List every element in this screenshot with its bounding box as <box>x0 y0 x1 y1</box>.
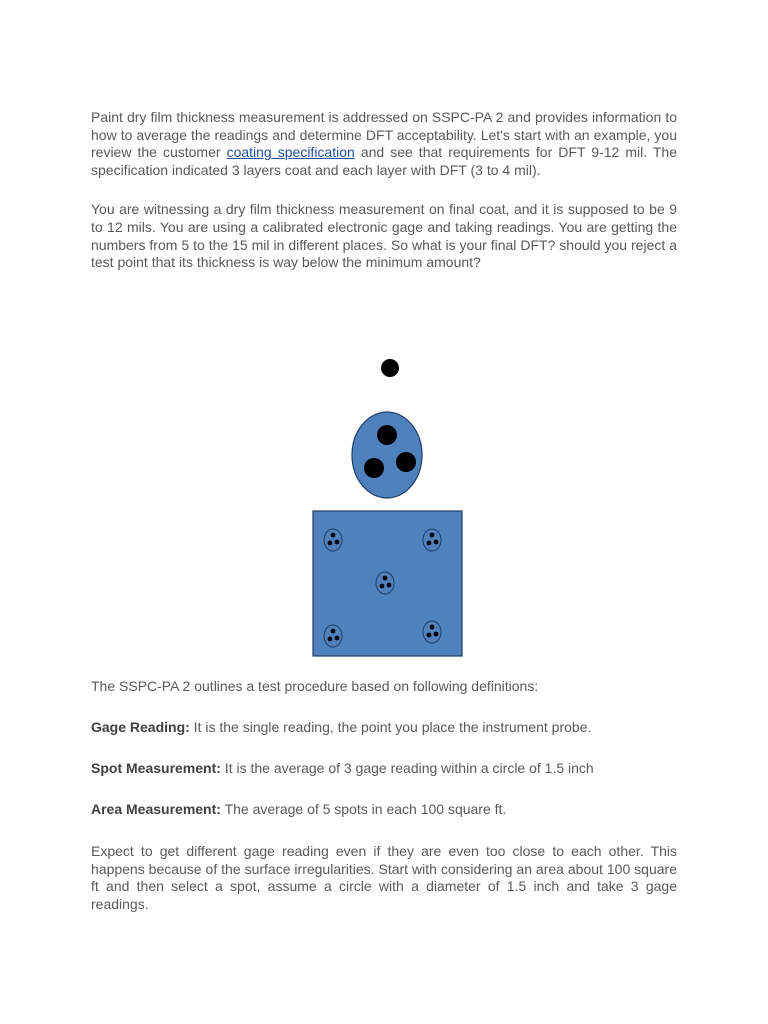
spot-reading-dot <box>364 458 384 478</box>
paragraph-intro-text-1: Paint dry film thickness measurement is addressed on SSPC-PA 2 and provides information to how to average the readings and determine DFT acceptability. Let's start with an example, you review the customer <box>91 109 677 161</box>
area-spot-top-right <box>423 529 441 551</box>
definition-term: Gage Reading: <box>91 719 190 735</box>
spot-reading-dot <box>396 452 416 472</box>
paragraph-closing: Expect to get different gage reading even if they are even too close to each other. This happens because of the surface irregularities. Start with considering an area about 100 square ft and then select a spot, assume a circle with a diameter of 1.5 inch and take 3 gage readings. <box>91 843 677 912</box>
spot-reading-dot <box>377 425 397 445</box>
definition-area-measurement <box>91 801 506 819</box>
paragraph-witnessing: You are witnessing a dry film thickness measurement on final coat, and it is supposed to be 9 to 12 mils. You are using a calibrated electronic gage and taking readings. You are getting the numbers from 5 to the 15 mil in different places. So what is your final DFT? should you reject a test point that its thickness is way below the minimum amount? <box>91 201 677 271</box>
definition-text: The average of 5 spots in each 100 square ft. <box>220 801 507 817</box>
definition-term: Area Measurement: <box>91 801 221 817</box>
definition-term: Spot Measurement: <box>91 760 221 776</box>
paragraph-intro <box>91 109 677 179</box>
spot-measurement-ellipse <box>352 412 422 498</box>
area-spot-bottom-right <box>423 621 441 643</box>
area-spot-top-left <box>324 529 342 551</box>
gage-reading-dot <box>381 359 399 377</box>
document-body <box>91 109 677 272</box>
definition-gage-reading <box>91 719 591 737</box>
paragraph-intro-text-2: and see that requirements for DFT 9-12 mil. The specification indicated 3 layers coat and each layer with DFT (3 to 4 mil). <box>91 144 677 178</box>
definitions-intro: The SSPC-PA 2 outlines a test procedure based on following definitions: <box>91 678 539 694</box>
definition-text: It is the average of 3 gage reading within a circle of 1.5 inch <box>220 760 594 776</box>
coating-specification-link[interactable]: coating specification <box>226 144 355 161</box>
area-spot-center <box>376 572 394 594</box>
area-spot-bottom-left <box>324 625 342 647</box>
definition-text: It is the single reading, the point you place the instrument probe. <box>189 719 592 735</box>
area-measurement-square <box>313 511 462 656</box>
definition-spot-measurement <box>91 760 594 778</box>
